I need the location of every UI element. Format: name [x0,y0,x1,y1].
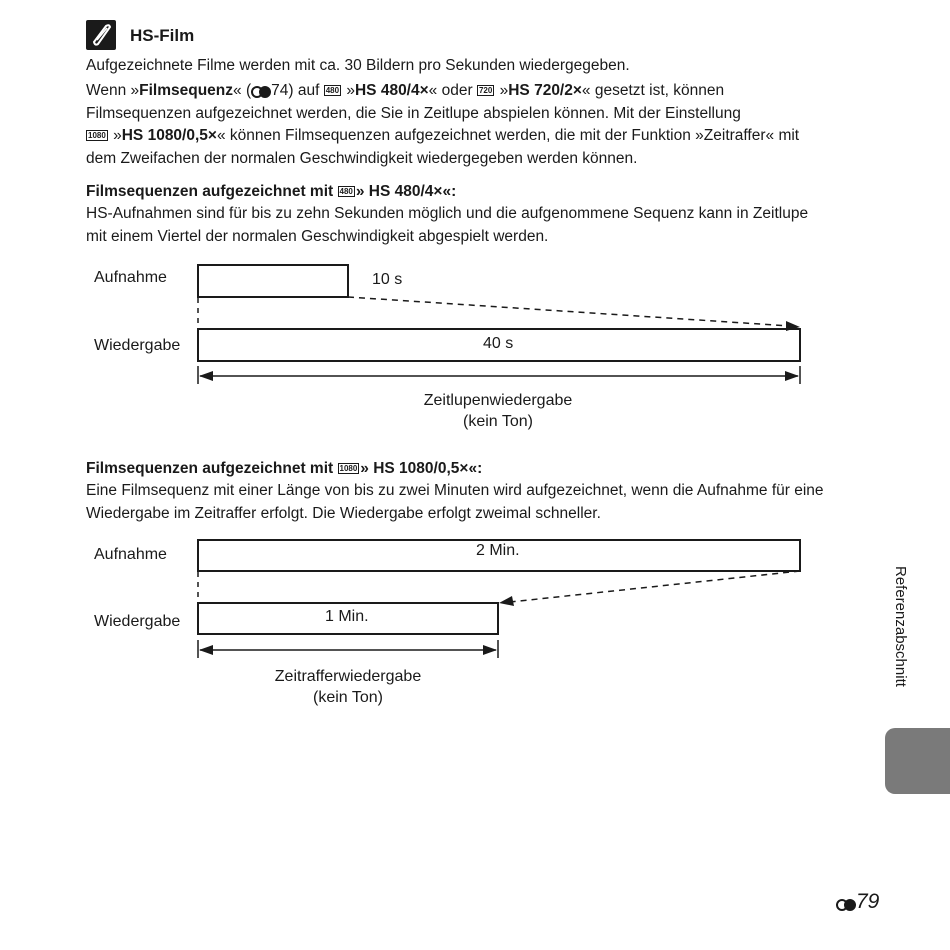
mode-1080-icon: 1080 [88,131,106,140]
record-label: Aufnahme [94,269,167,286]
record-duration: 2 Min. [476,542,520,559]
section-heading-480: Filmsequenzen aufgezeichnet mit 480 » HS 480/4×«: [86,183,457,200]
record-label: Aufnahme [94,546,167,563]
intro-text: Aufgezeichnete Filme werden mit ca. 30 Bildern pro Sekunden wiedergegeben. [86,57,630,74]
mode-1080-icon: 1080 [339,464,358,473]
section-thumb-tab [885,728,950,794]
page-number: 79 [836,890,879,914]
playback-duration: 1 Min. [325,608,369,625]
sidebar-section-label: Referenzabschnitt [892,566,909,687]
section-text-1080: Eine Filmsequenz mit einer Länge von bis zu zwei Minuten wird aufgezeichnet, wenn die Aufnahme für eine Wiedergabe im Zeitraffer erfolgt. Die Wiedergabe erfolgt zweimal schneller. [86,482,824,522]
playback-label: Wiedergabe [94,337,181,354]
mode-480-icon: 480 [325,86,340,95]
record-duration: 10 s [372,271,403,288]
page-title: HS-Film [130,26,195,45]
diagram-caption: Zeitrafferwiedergabe (kein Ton) [274,668,422,706]
mode-720-icon: 720 [478,86,493,95]
reference-binocular-icon [836,898,856,909]
diagram-caption: Zeitlupenwiedergabe (kein Ton) [423,392,573,430]
section-text-480: HS-Aufnahmen sind für bis zu zehn Sekunden möglich und die aufgenommene Sequenz kann in Zeitlupe mit einem Viertel der normalen Geschwindigkeit abgespielt werden. [86,205,809,245]
playback-label: Wiedergabe [94,613,181,630]
playback-duration: 40 s [483,335,514,352]
section-heading-1080: Filmsequenzen aufgezeichnet mit 1080 » HS 1080/0,5×«: [86,460,483,477]
mode-480-icon: 480 [339,187,353,196]
body-paragraph: Wenn »Filmsequenz« ( 74) auf 480 »HS 480/4×« oder 720 »HS 720/2×« gesetzt ist, können Filmsequenzen aufgezeichnet werden, die Sie in Zeitlupe abspielen können. Mit der Einstellung 1080 »HS 1080/0,5×« können Filmsequenzen aufgezeichnet werden, die mit der Funktion »Zeitraffer« mit dem Zweifachen der normalen Geschwindigkeit wiedergegeben werden können. [86,82,800,167]
